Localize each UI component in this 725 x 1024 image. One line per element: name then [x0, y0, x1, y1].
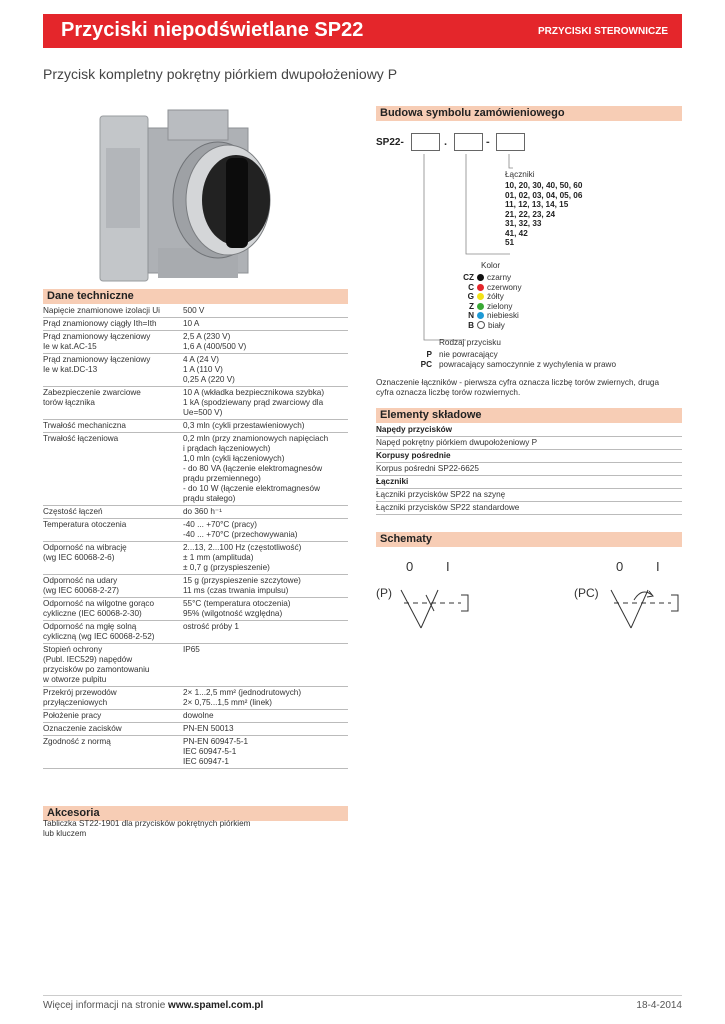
tech-key — [43, 543, 183, 573]
tech-key-line: Ie w kat.DC-13 — [43, 365, 98, 374]
tech-key-line: Odporność na mgłę solną — [43, 622, 137, 631]
tech-key-line: Odporność na wilgotne gorąco — [43, 599, 155, 608]
tech-value-line: -40 ... +70°C (przechowywania) — [183, 530, 298, 539]
tech-row — [43, 598, 348, 621]
color-name: niebieski — [487, 311, 519, 320]
tech-row — [43, 621, 348, 644]
footer-info — [43, 1000, 263, 1011]
accessory-line: lub kluczem — [43, 829, 87, 838]
pc-terminal — [671, 595, 678, 611]
tech-row — [43, 506, 348, 519]
type-code: P — [426, 350, 432, 359]
color-item — [452, 302, 522, 312]
color-code: G — [467, 292, 474, 301]
tech-value — [183, 434, 348, 504]
tech-value — [183, 306, 348, 316]
product-subtitle: Przycisk kompletny pokrętny piórkiem dwupołożeniowy P — [43, 66, 398, 82]
tech-value-line: 2× 1...2,5 mm² (jednodrutowych) — [183, 688, 302, 697]
tech-key-line: Prąd znamionowy łączeniowy — [43, 332, 151, 341]
tech-key-line: Odporność na udary — [43, 576, 118, 585]
type-code: PC — [420, 359, 432, 369]
tech-value — [183, 622, 348, 642]
tech-value-line: - do 10 W (łączenie elektromagnesów — [183, 484, 320, 493]
tech-row — [43, 331, 348, 354]
tech-key — [43, 507, 183, 517]
tech-value-line: do 360 h⁻¹ — [183, 507, 222, 516]
tech-value-line: -40 ... +70°C (pracy) — [183, 520, 258, 529]
tech-key — [43, 688, 183, 708]
code-box-type — [454, 133, 483, 151]
p-terminal — [461, 595, 468, 611]
color-item — [452, 311, 522, 321]
tech-value-line: 10 A (wkładka bezpiecznikowa szybka) — [183, 388, 325, 397]
tech-key — [43, 576, 183, 596]
element-group-title: Napędy przycisków — [376, 424, 682, 437]
switches-list — [505, 181, 582, 248]
tech-row — [43, 433, 348, 506]
type-name: powracający samoczynnie z wychylenia w prawo — [439, 359, 617, 369]
color-item — [452, 292, 522, 302]
tech-key-line: Przekrój przewodów — [43, 688, 117, 697]
color-code: N — [468, 311, 474, 320]
tech-value-line: prądu stałego) — [183, 494, 236, 503]
tech-value — [183, 520, 348, 540]
color-name: zielony — [487, 301, 513, 311]
tech-value — [183, 421, 348, 431]
tech-key-line: Prąd znamionowy łączeniowy — [43, 355, 151, 364]
color-item — [452, 273, 522, 283]
tech-value — [183, 355, 348, 385]
tech-key-line: Ie w kat.AC-15 — [43, 342, 97, 351]
tech-row — [43, 687, 348, 710]
p-label: (P) — [376, 586, 392, 600]
type-name: nie powracający — [439, 350, 498, 359]
tech-value-line: 1,0 mln (cykli łączeniowych) — [183, 454, 285, 463]
tech-row — [43, 420, 348, 433]
accessories-heading: Akcesoria — [43, 806, 348, 821]
tech-value — [183, 599, 348, 619]
switch-code-line: 10, 20, 30, 40, 50, 60 — [505, 181, 583, 190]
pc-pos0: 0 — [616, 559, 624, 574]
tech-key — [43, 319, 183, 329]
switch-code-line: 11, 12, 13, 14, 15 — [505, 200, 569, 209]
color-name: czerwony — [487, 282, 522, 292]
color-code: CZ — [463, 273, 474, 282]
tech-key-line: Zgodność z normą — [43, 737, 111, 746]
accessory-line: Tabliczka ST22-1901 dla przycisków pokrętnych piórkiem — [43, 819, 251, 828]
tech-key-line: Położenie pracy — [43, 711, 102, 720]
type-label: Rodzaj przycisku — [439, 338, 501, 347]
tech-value-line: 2...13, 2...100 Hz (częstotliwość) — [183, 543, 302, 552]
tech-value — [183, 319, 348, 329]
tech-key-line: Trwałość mechaniczna — [43, 421, 126, 430]
tech-value-line: 55°C (temperatura otoczenia) — [183, 599, 291, 608]
tech-value-line: 1,6 A (400/500 V) — [183, 342, 247, 351]
pc-v-left — [611, 590, 631, 628]
footer-prefix: Więcej informacji na stronie — [43, 1000, 169, 1011]
tech-value — [183, 507, 348, 517]
color-dot-icon — [477, 321, 485, 329]
footer-date: 18-4-2014 — [636, 1000, 682, 1011]
tech-key — [43, 355, 183, 385]
code-sep-1: . — [444, 136, 448, 148]
element-item: Łączniki przycisków SP22 na szynę — [376, 489, 682, 502]
tech-row — [43, 710, 348, 723]
tech-value-line: i prądach łączeniowych) — [183, 444, 271, 453]
tech-row — [43, 519, 348, 542]
tech-value-line: Ue=500 V) — [183, 408, 223, 417]
p-v-right — [421, 590, 438, 628]
tech-key — [43, 306, 183, 316]
element-item: Napęd pokrętny piórkiem dwupołożeniowy P — [376, 437, 682, 450]
tech-row — [43, 723, 348, 736]
switch-code-line: 01, 02, 03, 04, 05, 06 — [505, 190, 583, 200]
tech-heading: Dane techniczne — [43, 289, 348, 304]
color-name: biały — [488, 320, 505, 330]
order-note — [376, 378, 682, 397]
tech-row — [43, 318, 348, 331]
tech-value — [183, 388, 348, 418]
order-heading: Budowa symbolu zamówieniowego — [376, 106, 682, 121]
p-pos0: 0 — [406, 559, 414, 574]
tech-row — [43, 354, 348, 387]
tech-value-line: PN-EN 60947-5-1 — [183, 737, 249, 746]
switches-label: Łączniki — [505, 170, 535, 179]
tech-key — [43, 645, 183, 685]
product-photo — [98, 108, 313, 283]
color-dot-icon — [477, 274, 484, 281]
color-code: B — [468, 320, 474, 330]
tech-value — [183, 645, 348, 685]
category-label: PRZYCISKI STEROWNICZE — [537, 26, 668, 37]
tech-value-line: dowolne — [183, 711, 214, 720]
tech-value-line: 11 ms (czas trwania impulsu) — [183, 586, 289, 595]
element-group-title: Korpusy pośrednie — [376, 450, 682, 463]
tech-value-line: IEC 60947-1 — [183, 757, 229, 766]
tech-value — [183, 576, 348, 596]
tech-key-line: Częstość łączeń — [43, 507, 103, 516]
color-item — [452, 283, 522, 293]
tech-key — [43, 724, 183, 734]
order-prefix: SP22- — [376, 137, 404, 148]
tech-key-line: (wg IEC 60068-2-27) — [43, 586, 119, 595]
page-title: Przyciski niepodświetlane SP22 — [61, 19, 364, 41]
tech-value — [183, 543, 348, 573]
tech-key — [43, 737, 183, 767]
header-banner — [43, 14, 682, 48]
tech-value — [183, 724, 348, 734]
tech-value-line: ± 1 mm (amplituda) — [183, 553, 254, 562]
tech-key — [43, 622, 183, 642]
element-item: Łączniki przycisków SP22 standardowe — [376, 502, 682, 515]
tech-value-line: PN-EN 50013 — [183, 724, 234, 733]
tech-value — [183, 711, 348, 721]
tech-key-line: cykliczne (IEC 60068-2-30) — [43, 609, 142, 618]
tech-value-line: ± 0,7 g (przyspieszenie) — [183, 563, 270, 572]
element-group-title: Łączniki — [376, 476, 682, 489]
tech-value-line: 0,3 mln (cykli przestawieniowych) — [183, 421, 305, 430]
tech-key — [43, 599, 183, 619]
code-box-switches — [496, 133, 525, 151]
color-item — [452, 321, 522, 331]
color-code: C — [468, 282, 474, 292]
p-v-left — [401, 590, 421, 628]
tech-value-line: ostrość próby 1 — [183, 622, 239, 631]
note-line: Oznaczenie łączników - pierwsza cyfra oznacza liczbę torów zwiernych, druga — [376, 378, 660, 387]
color-name: czarny — [487, 273, 512, 282]
tech-row — [43, 736, 348, 769]
footer-divider — [43, 995, 682, 996]
tech-key-line: Zabezpieczenie zwarciowe — [43, 388, 141, 397]
tech-key-line: cykliczną (wg IEC 60068-2-52) — [43, 632, 155, 641]
tech-key — [43, 332, 183, 352]
tech-value-line: 4 A (24 V) — [183, 355, 219, 364]
pc-return-arrow — [634, 592, 652, 600]
tech-value-line: prądu przemiennego) — [183, 474, 261, 483]
tech-value-line: 500 V — [183, 306, 205, 315]
tech-table — [43, 305, 348, 769]
tech-value-line: 2,5 A (230 V) — [183, 332, 231, 341]
tech-value-line: 95% (wilgotność względna) — [183, 609, 283, 618]
switch-code-line: 31, 32, 33 — [505, 219, 542, 228]
color-label: Kolor — [481, 261, 501, 270]
pc-v-right — [631, 590, 648, 628]
schemes-heading: Schematy — [376, 532, 682, 547]
code-box-color — [411, 133, 440, 151]
tech-key-line: przyłączeniowych — [43, 698, 108, 707]
tech-key — [43, 421, 183, 431]
tech-key — [43, 388, 183, 418]
tech-key-line: Napięcie znamionowe izolacji Ui — [43, 306, 160, 315]
tech-value-line: IEC 60947-5-1 — [183, 747, 237, 756]
tech-key — [43, 434, 183, 504]
switch-code-line: 41, 42 — [505, 228, 528, 238]
color-dot-icon — [477, 312, 484, 319]
tech-value-line: 2× 0,75...1,5 mm² (linek) — [183, 698, 272, 707]
tech-key-line: przycisków po zamontowaniu — [43, 665, 150, 674]
switch-code-line: 21, 22, 23, 24 — [505, 209, 556, 219]
type-list — [418, 350, 616, 369]
tech-value-line: 1 kA (spodziewany prąd zwarciowy dla — [183, 398, 324, 407]
tech-row — [43, 387, 348, 420]
pc-label: (PC) — [574, 586, 599, 600]
tech-key-line: Oznaczenie zacisków — [43, 724, 122, 733]
elements-heading: Elementy składowe — [376, 408, 682, 423]
tech-key-line: (Publ. IEC529) napędów — [43, 655, 133, 664]
tech-value-line: 1 A (110 V) — [183, 365, 223, 374]
elements-list — [376, 424, 682, 515]
pc-pos1: I — [656, 559, 660, 574]
tech-row — [43, 305, 348, 318]
switch-code-line: 51 — [505, 238, 515, 247]
tech-value-line: 0,2 mln (przy znamionowych napięciach — [183, 434, 329, 443]
color-dot-icon — [477, 284, 484, 291]
accessories-text — [43, 819, 348, 839]
footer-url[interactable]: www.spamel.com.pl — [168, 1000, 264, 1011]
note-line: cyfra oznacza liczbę torów rozwiernych. — [376, 387, 521, 397]
tech-key-line: (wg IEC 60068-2-6) — [43, 553, 115, 562]
tech-key-line: Temperatura otoczenia — [43, 520, 127, 529]
tech-value — [183, 688, 348, 708]
tech-key-line: torów łącznika — [43, 398, 95, 407]
tech-value — [183, 737, 348, 767]
type-item — [418, 350, 616, 360]
tech-key — [43, 711, 183, 721]
tech-key-line: Odporność na wibrację — [43, 543, 127, 552]
tech-value-line: 15 g (przyspieszenie szczytowe) — [183, 576, 301, 585]
color-dot-icon — [477, 293, 484, 300]
color-list — [452, 273, 522, 330]
type-item — [418, 360, 616, 370]
p-pos1: I — [446, 559, 450, 574]
tech-row — [43, 644, 348, 687]
tech-key-line: w otworze pulpitu — [43, 675, 107, 684]
tech-value — [183, 332, 348, 352]
tech-row — [43, 542, 348, 575]
code-sep-2: - — [486, 136, 490, 148]
tech-value-line: 10 A — [183, 319, 200, 328]
tech-key-line: Stopień ochrony — [43, 645, 103, 654]
tech-key — [43, 520, 183, 540]
tech-key-line: Prąd znamionowy ciągły Ith=Ith — [43, 319, 157, 328]
element-item: Korpus pośredni SP22-6625 — [376, 463, 682, 476]
color-name: żółty — [487, 292, 504, 301]
color-code: Z — [468, 301, 474, 311]
tech-value-line: - do 80 VA (łączenie elektromagnesów — [183, 464, 323, 473]
tech-row — [43, 575, 348, 598]
color-dot-icon — [477, 303, 484, 310]
schemes-diagram — [376, 555, 682, 635]
tech-value-line: IP65 — [183, 645, 200, 654]
tech-key-line: Trwałość łączeniowa — [43, 434, 119, 443]
tech-value-line: 0,25 A (220 V) — [183, 375, 235, 384]
